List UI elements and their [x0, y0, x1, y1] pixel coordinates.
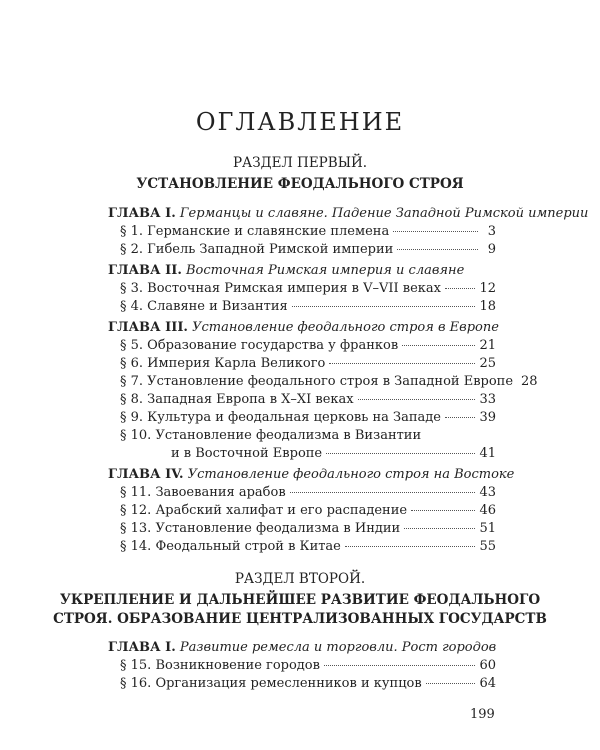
page-title: ОГЛАВЛЕНИЕ — [195, 108, 405, 136]
chapter-heading — [108, 263, 496, 278]
chapter-label: ГЛАВА IV. — [108, 467, 184, 482]
entry-text: § 7. Установление феодального строя в Западной Европе — [120, 374, 514, 389]
entry-page: 64 — [479, 676, 496, 691]
entry-page: 41 — [479, 446, 496, 461]
entry-text: § 10. Установление феодализма в Византии — [120, 428, 422, 443]
entry-page: 28 — [521, 374, 538, 389]
toc-entry[interactable] — [120, 392, 496, 407]
toc-entry[interactable] — [120, 356, 496, 371]
entry-page: 60 — [479, 658, 496, 673]
toc-entry[interactable] — [120, 224, 496, 239]
entry-text: § 12. Арабский халифат и его распадение — [120, 503, 408, 518]
chapter-title: Установление феодального строя в Европе — [192, 320, 499, 335]
chapter-title: Восточная Римская империя и славяне — [186, 263, 465, 278]
leader-dots — [326, 453, 475, 454]
toc-entry[interactable] — [120, 521, 496, 536]
entry-text: § 14. Феодальный строй в Китае — [120, 539, 341, 554]
chapter-heading — [108, 320, 499, 335]
part2-label: РАЗДЕЛ ВТОРОЙ. — [234, 571, 366, 587]
leader-dots — [411, 510, 475, 511]
toc-entry[interactable] — [120, 374, 538, 389]
chapter-heading — [108, 206, 589, 221]
leader-dots — [397, 249, 478, 250]
chapter-label: ГЛАВА I. — [108, 206, 176, 221]
entry-page: 55 — [479, 539, 496, 554]
entry-page: 33 — [479, 392, 496, 407]
leader-dots — [345, 546, 476, 547]
chapter-title: Установление феодального строя на Востоке — [187, 467, 515, 482]
entry-page: 43 — [479, 485, 496, 500]
part2-title-line2: СТРОЯ. ОБРАЗОВАНИЕ ЦЕНТРАЛИЗОВАННЫХ ГОСУДАРСТВ — [53, 611, 547, 627]
leader-dots — [445, 288, 475, 289]
entry-page: 3 — [487, 224, 496, 239]
part2-title-line1: УКРЕПЛЕНИЕ И ДАЛЬНЕЙШЕЕ РАЗВИТИЕ ФЕОДАЛЬНОГО — [59, 592, 541, 608]
entry-page: 21 — [479, 338, 496, 353]
leader-dots — [358, 399, 476, 400]
leader-dots — [426, 683, 476, 684]
chapter-heading — [108, 467, 515, 482]
leader-dots — [393, 231, 478, 232]
toc-entry[interactable] — [171, 446, 496, 461]
entry-text: § 3. Восточная Римская империя в V–VII веках — [120, 281, 442, 296]
toc-entry[interactable] — [120, 410, 496, 425]
chapter-label: ГЛАВА II. — [108, 263, 182, 278]
chapter-label: ГЛАВА III. — [108, 320, 188, 335]
entry-text: § 8. Западная Европа в X–XI веках — [120, 392, 354, 407]
leader-dots — [404, 528, 475, 529]
toc-entry[interactable] — [120, 539, 496, 554]
entry-text: § 5. Образование государства у франков — [120, 338, 399, 353]
entry-page: 12 — [479, 281, 496, 296]
leader-dots — [445, 417, 475, 418]
entry-page: 18 — [479, 299, 496, 314]
leader-dots — [324, 665, 475, 666]
entry-text: § 15. Возникновение городов — [120, 658, 320, 673]
entry-page: 51 — [479, 521, 496, 536]
leader-dots — [402, 345, 475, 346]
chapter-title: Развитие ремесла и торговли. Рост городов — [179, 640, 497, 655]
toc-entry-line1[interactable] — [120, 428, 496, 443]
chapter-heading — [108, 640, 496, 655]
chapter-title: Германцы и славяне. Падение Западной Римской империи — [179, 206, 589, 221]
entry-text: § 11. Завоевания арабов — [120, 485, 286, 500]
toc-entry[interactable] — [120, 281, 496, 296]
toc-entry[interactable] — [120, 242, 496, 257]
entry-text-continued: и в Восточной Европе — [171, 446, 323, 461]
entry-text: § 4. Славяне и Византия — [120, 299, 288, 314]
leader-dots — [329, 363, 475, 364]
leader-dots — [292, 306, 476, 307]
entry-text: § 13. Установление феодализма в Индии — [120, 521, 401, 536]
entry-text: § 6. Империя Карла Великого — [120, 356, 326, 371]
toc-entry[interactable] — [120, 676, 496, 691]
entry-text: § 2. Гибель Западной Римской империи — [120, 242, 394, 257]
toc-entry[interactable] — [120, 503, 496, 518]
toc-entry[interactable] — [120, 299, 496, 314]
chapter-label: ГЛАВА I. — [108, 640, 176, 655]
entry-text: § 16. Организация ремесленников и купцов — [120, 676, 422, 691]
part1-label: РАЗДЕЛ ПЕРВЫЙ. — [232, 155, 368, 171]
part1-title: УСТАНОВЛЕНИЕ ФЕОДАЛЬНОГО СТРОЯ — [136, 176, 464, 192]
toc-entry[interactable] — [120, 658, 496, 673]
entry-text: § 1. Германские и славянские племена — [120, 224, 390, 239]
entry-page: 39 — [479, 410, 496, 425]
entry-text: § 9. Культура и феодальная церковь на Западе — [120, 410, 441, 425]
entry-page: 9 — [487, 242, 496, 257]
leader-dots — [290, 492, 476, 493]
entry-page: 25 — [479, 356, 496, 371]
toc-entry[interactable] — [120, 485, 496, 500]
entry-page: 46 — [479, 503, 496, 518]
page-number: 199 — [470, 707, 495, 722]
toc-entry[interactable] — [120, 338, 496, 353]
